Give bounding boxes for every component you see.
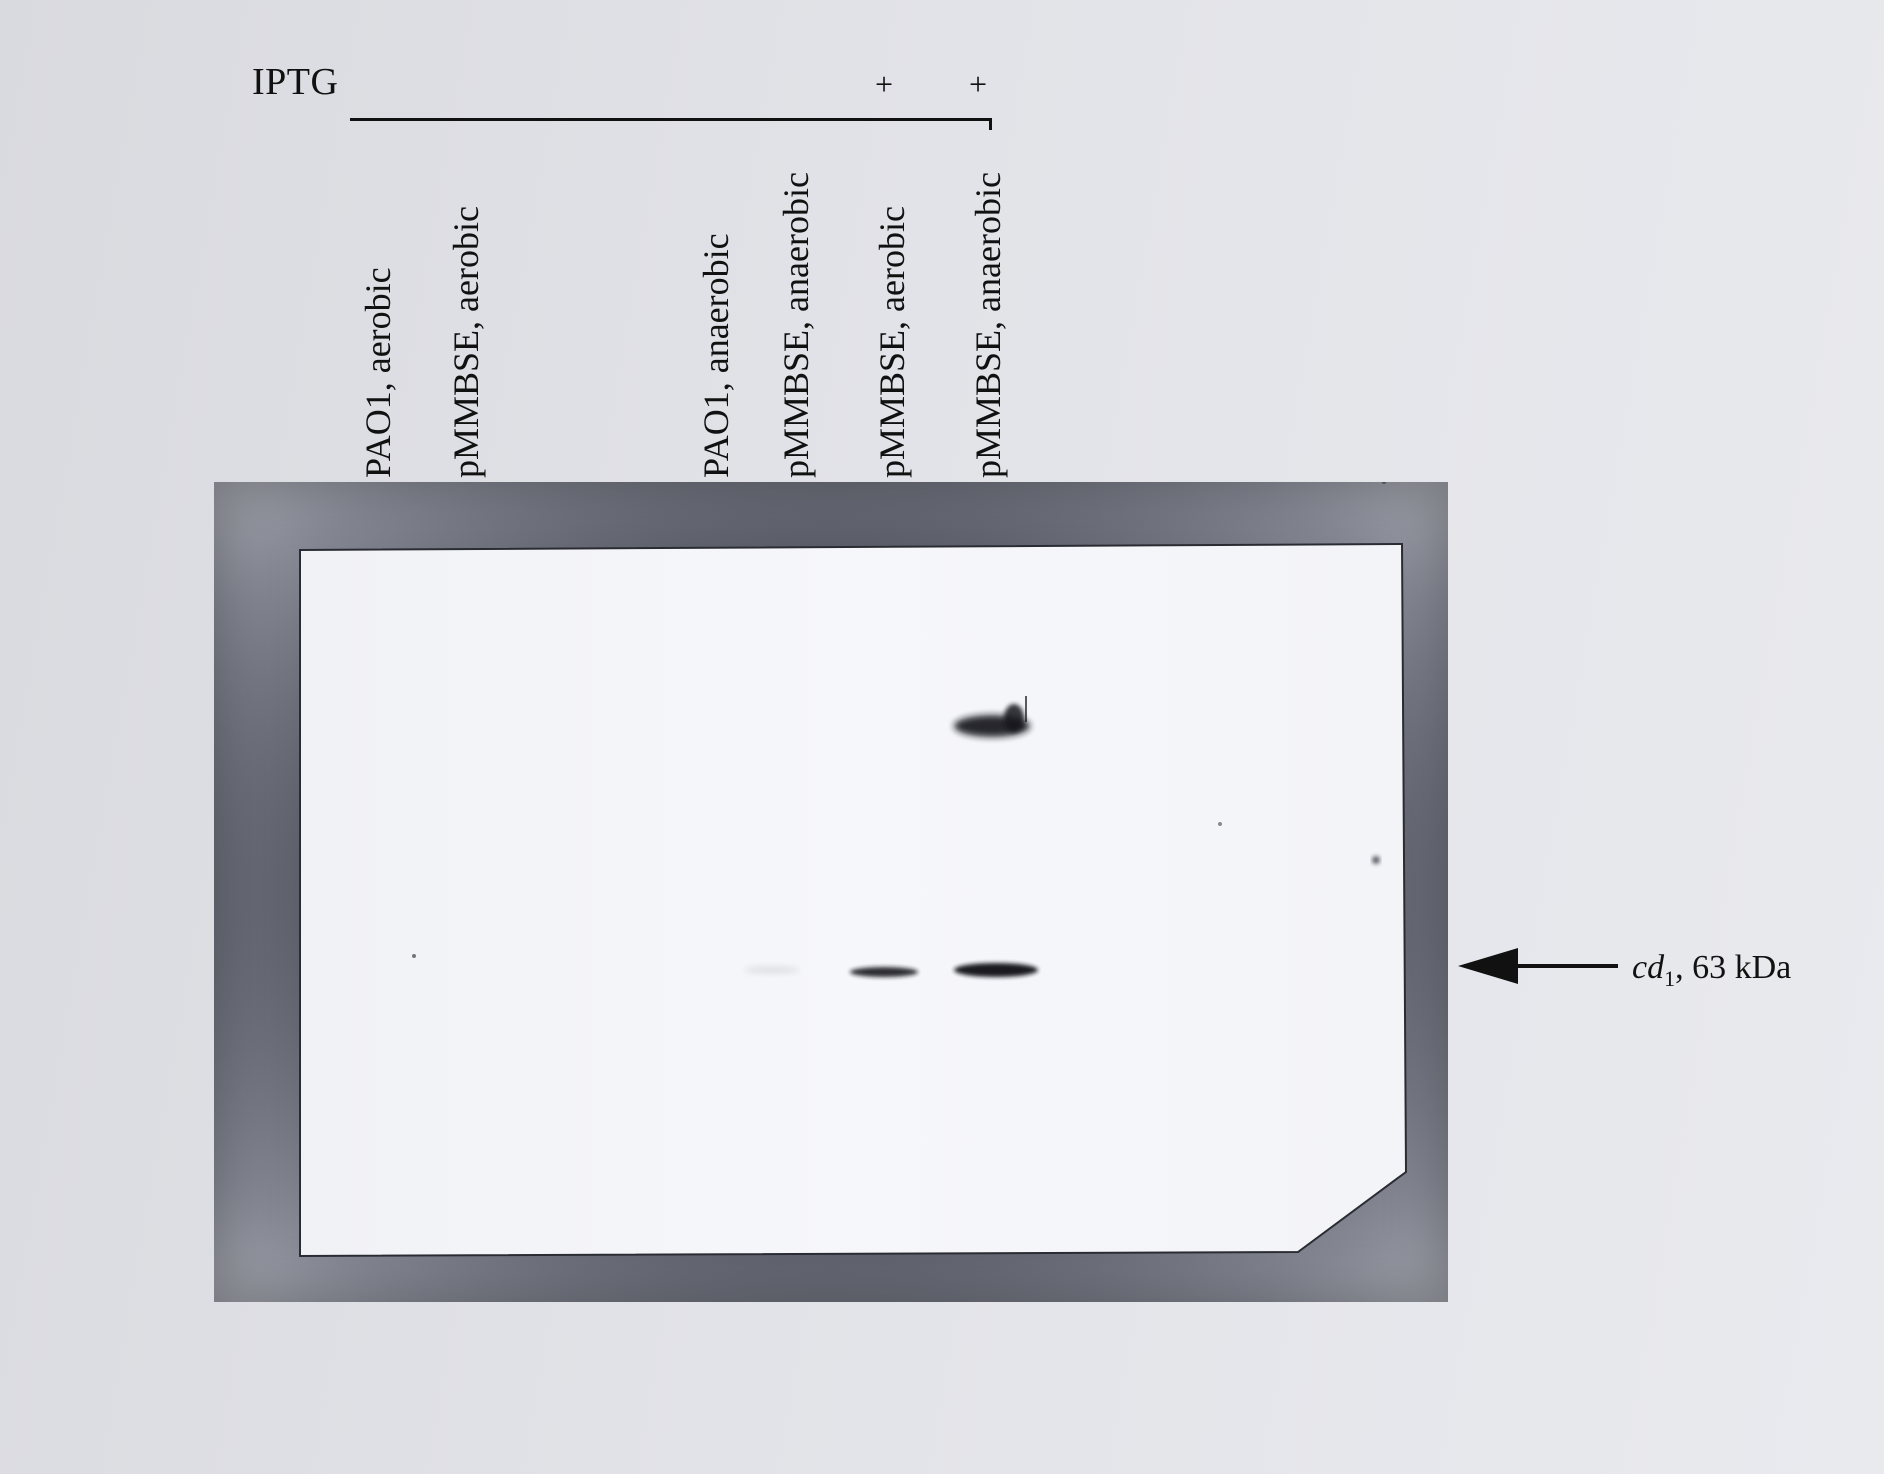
lane-label-2: pMMBSE, aerobic <box>446 206 486 478</box>
artifact-dot <box>1382 482 1386 484</box>
lane-label-1: PAO1, aerobic <box>358 267 398 478</box>
lane-label-4: pMMBSE, anaerobic <box>776 172 816 478</box>
protein-subscript: 1 <box>1664 966 1676 991</box>
protein-name: cd <box>1632 949 1665 986</box>
iptg-plus-lane-5: + <box>874 66 894 102</box>
arrow-icon <box>1458 944 1618 988</box>
lane-label-5: pMMBSE, aerobic <box>872 206 912 478</box>
molecular-weight: , 63 kDa <box>1675 949 1792 986</box>
band-lane-6-high-streak <box>1004 704 1024 732</box>
blot-membrane <box>214 482 1448 1302</box>
iptg-bracket-end <box>989 118 992 130</box>
band-lane-6-63kda <box>954 963 1038 977</box>
band-annotation-label <box>1632 948 1791 999</box>
band-lane-6-high-mark <box>1025 696 1027 722</box>
iptg-label: IPTG <box>252 61 339 103</box>
artifact-spot <box>1372 856 1380 864</box>
lane-label-6: pMMBSE, anaerobic <box>968 172 1008 478</box>
membrane-sheet <box>300 544 1406 1256</box>
iptg-plus-lane-6: + <box>968 66 988 102</box>
iptg-bracket-line <box>350 118 992 121</box>
artifact-dot-3 <box>1218 822 1222 826</box>
artifact-dot-2 <box>412 954 416 958</box>
band-lane-4-63kda <box>744 967 800 973</box>
lane-label-3: PAO1, anaerobic <box>696 233 736 478</box>
band-lane-5-63kda <box>850 967 918 977</box>
